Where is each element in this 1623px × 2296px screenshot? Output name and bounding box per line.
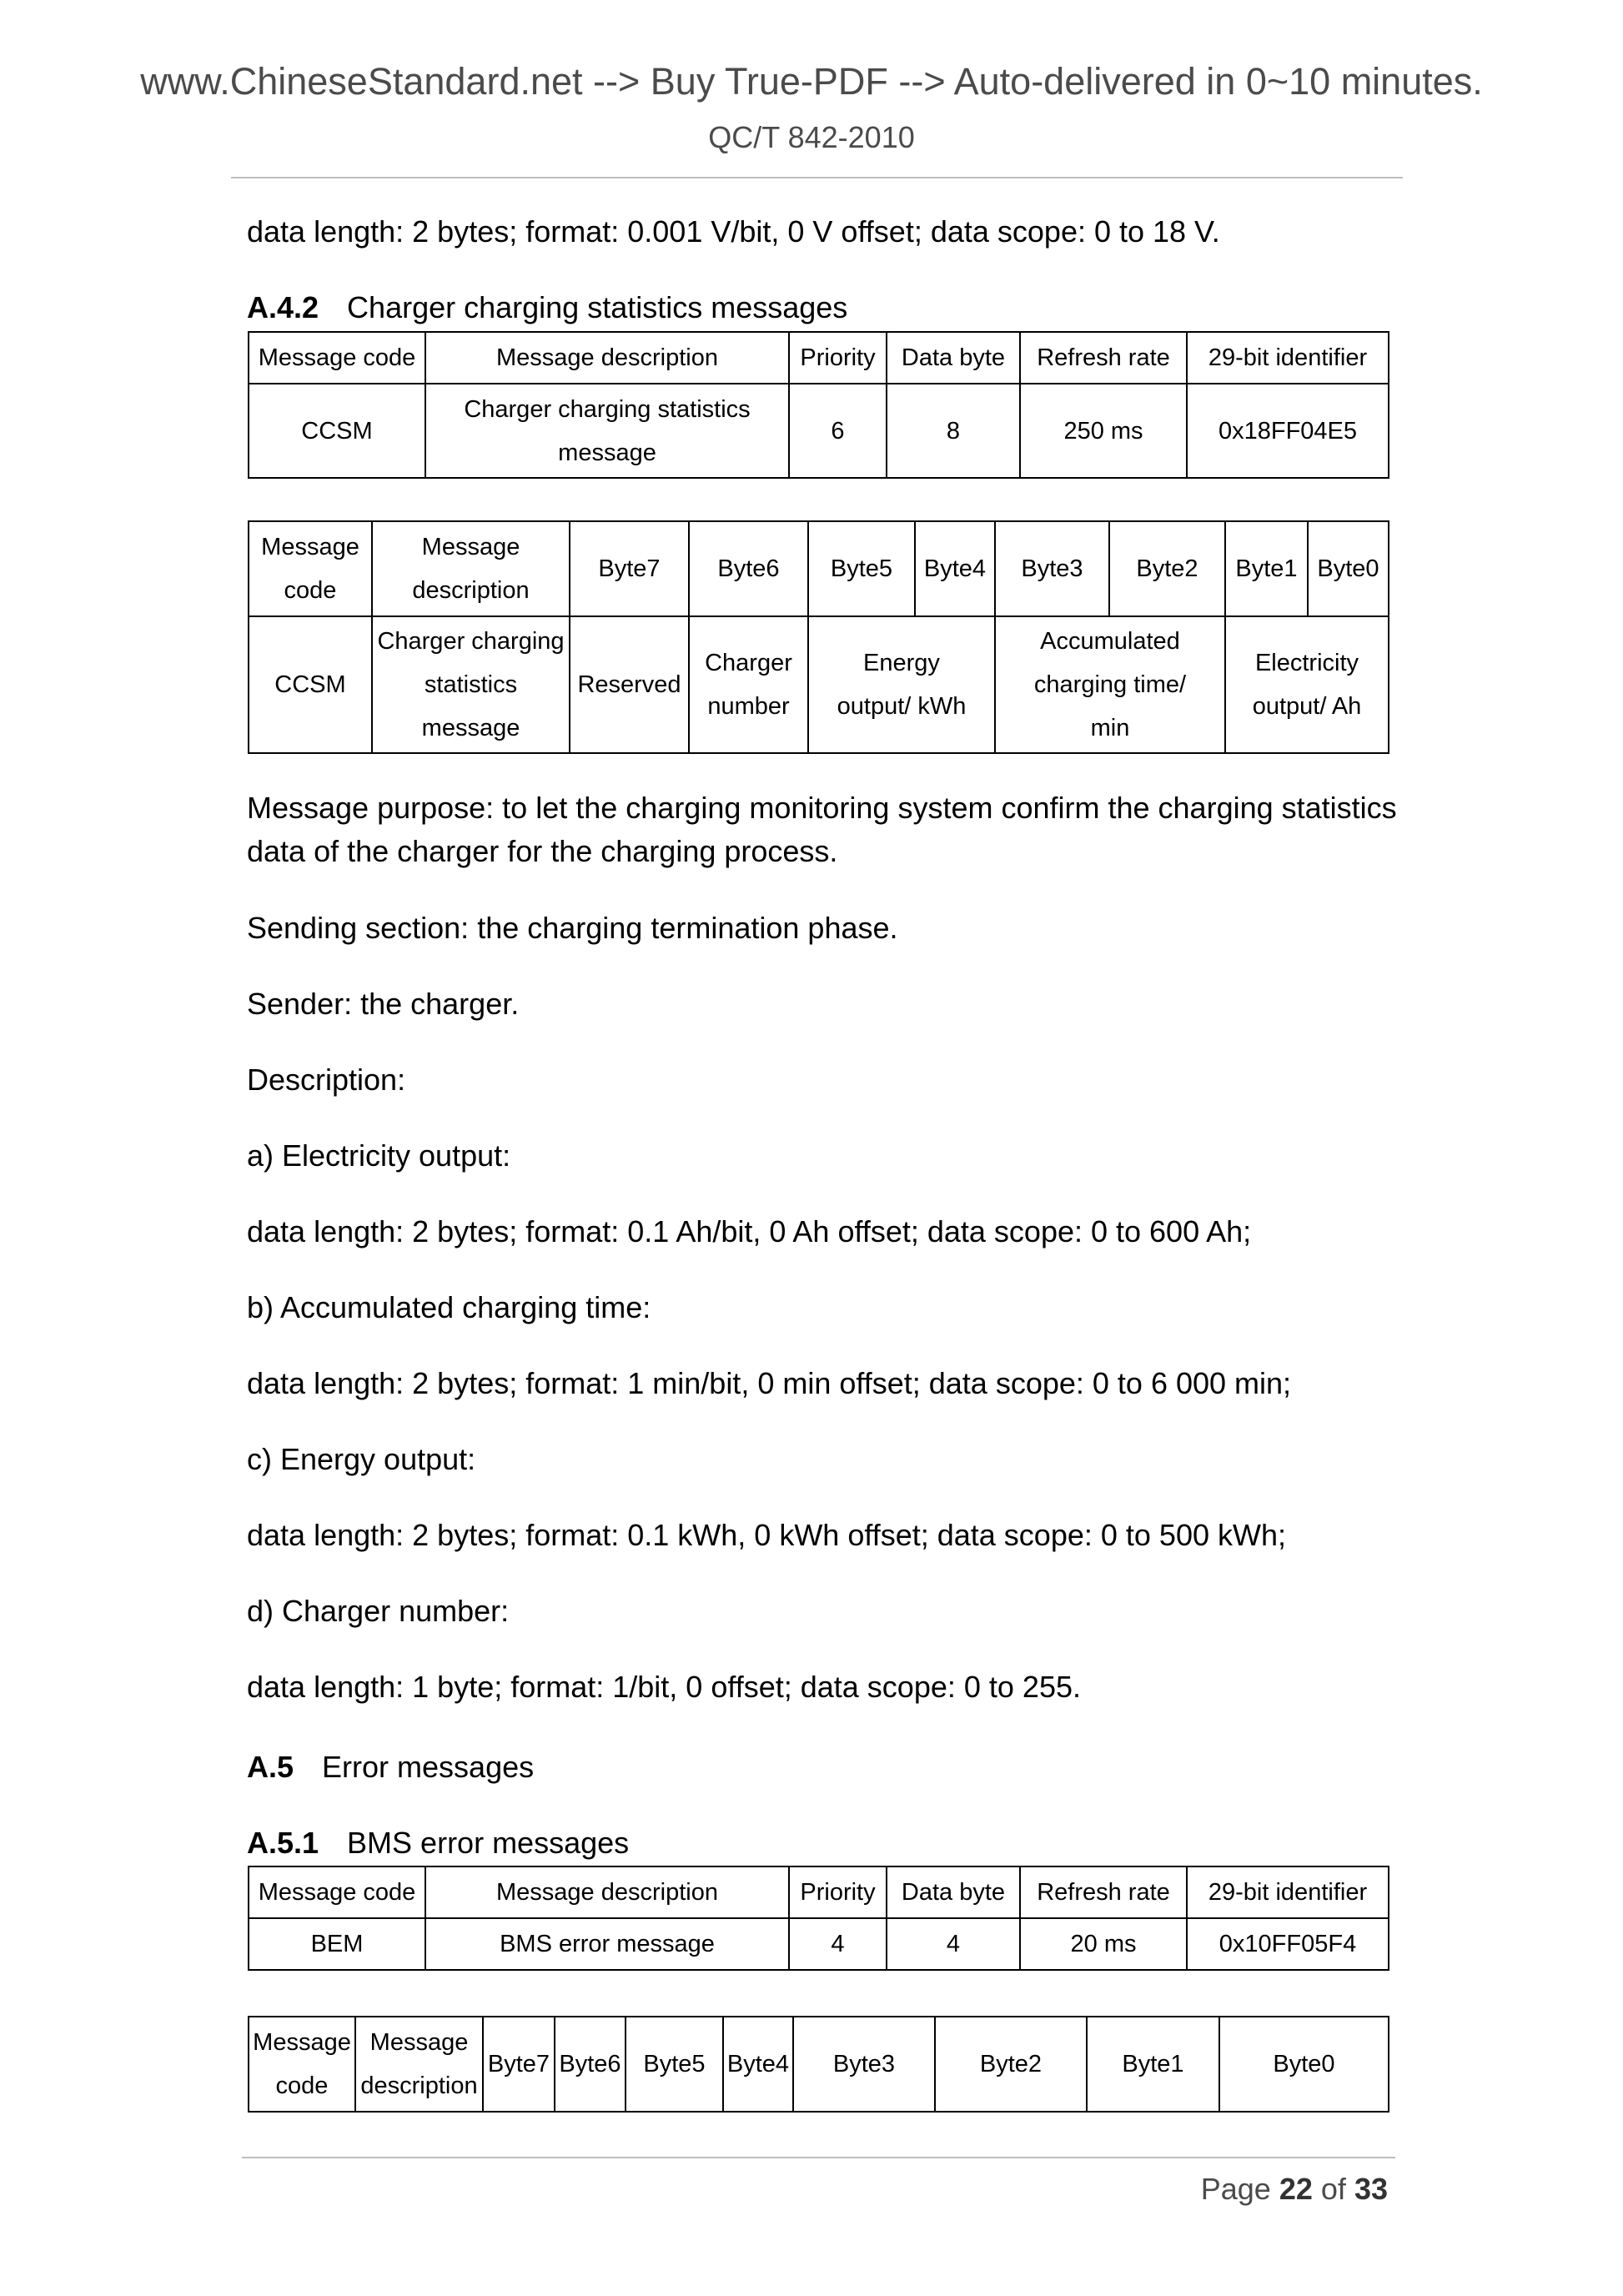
header-cell: Data byte	[887, 332, 1020, 384]
standard-code: QC/T 842-2010	[708, 120, 915, 154]
byte-header: Byte2	[1109, 521, 1225, 616]
byte-header: Byte4	[915, 521, 995, 616]
electricity-output-cell	[1225, 616, 1389, 753]
message-purpose: Message purpose: to let the charging monitoring system confirm the charging statistics data of the charger for the charging process.	[247, 791, 1397, 868]
cell-line: message	[421, 715, 520, 741]
table-header-row	[249, 1866, 1389, 1918]
table-header-row	[249, 332, 1389, 384]
cell-line: output/ kWh	[837, 693, 967, 720]
section-number: A.4.2	[247, 290, 319, 324]
bem-byte-table	[248, 2016, 1389, 2113]
byte-header: Byte7	[570, 521, 689, 616]
header-cell	[249, 2017, 355, 2112]
header-cell: Message description	[425, 332, 789, 384]
description-label: Description:	[247, 1063, 406, 1097]
priority-cell: 4	[789, 1918, 887, 1970]
byte-header: Byte6	[555, 2017, 626, 2112]
header-cell	[372, 521, 570, 616]
cell-line: min	[1090, 715, 1130, 741]
cell-line: Accumulated	[1040, 628, 1180, 655]
byte-header: Byte4	[723, 2017, 793, 2112]
cell-line: code	[275, 2072, 329, 2099]
site-banner: www.ChineseStandard.net --> Buy True-PDF --> Auto-delivered in 0~10 minutes.	[140, 60, 1483, 103]
cell-line: number	[707, 693, 790, 720]
header-cell: Message code	[249, 1866, 425, 1918]
section-heading-a5	[247, 1750, 534, 1785]
header-cell: Refresh rate	[1020, 1866, 1187, 1918]
ccsm-info-table	[248, 331, 1389, 479]
current-page: 22	[1279, 2172, 1313, 2206]
page-prefix: Page	[1200, 2172, 1271, 2206]
charger-number-cell	[689, 616, 808, 753]
section-title: Error messages	[322, 1750, 535, 1784]
cell-line: Charger charging statistics	[464, 395, 751, 423]
table-row	[249, 384, 1389, 478]
byte-header: Byte3	[793, 2017, 935, 2112]
byte-header: Byte0	[1308, 521, 1389, 616]
cell-line: Message	[421, 534, 520, 560]
header-cell: Data byte	[887, 1866, 1020, 1918]
cell-line: Energy	[863, 650, 940, 676]
cell-line: Message	[369, 2029, 469, 2056]
section-heading-a51	[247, 1826, 629, 1861]
section-heading-a42	[247, 290, 847, 325]
message-code-cell: CCSM	[249, 384, 425, 478]
data-byte-cell: 4	[887, 1918, 1020, 1970]
item-d-title: d) Charger number:	[247, 1594, 510, 1628]
cell-line: description	[360, 2072, 478, 2099]
header-cell: Message code	[249, 332, 425, 384]
header-cell: Priority	[789, 332, 887, 384]
message-description-cell	[372, 616, 570, 753]
ccsm-byte-table	[248, 520, 1389, 754]
table-header-row	[249, 2017, 1389, 2112]
intro-line: data length: 2 bytes; format: 0.001 V/bit, 0 V offset; data scope: 0 to 18 V.	[247, 214, 1220, 249]
item-c-title: c) Energy output:	[247, 1442, 476, 1476]
cell-line: Charger charging	[377, 628, 565, 655]
identifier-cell: 0x18FF04E5	[1187, 384, 1389, 478]
byte-header: Byte6	[689, 521, 808, 616]
item-b-title: b) Accumulated charging time:	[247, 1290, 651, 1324]
byte-header: Byte2	[935, 2017, 1087, 2112]
header-cell	[355, 2017, 483, 2112]
section-title: Charger charging statistics messages	[347, 290, 848, 324]
table-header-row	[249, 521, 1389, 616]
total-pages: 33	[1354, 2172, 1388, 2206]
byte-header: Byte0	[1219, 2017, 1389, 2112]
section-number: A.5	[247, 1750, 294, 1784]
cell-line: Electricity	[1254, 650, 1359, 676]
header-cell: Priority	[789, 1866, 887, 1918]
item-b-text: data length: 2 bytes; format: 1 min/bit, 0 min offset; data scope: 0 to 6 000 min;	[247, 1366, 1292, 1400]
cell-line: code	[284, 577, 337, 604]
cell-line: output/ Ah	[1252, 693, 1362, 720]
table-row	[249, 1918, 1389, 1970]
byte-header: Byte7	[483, 2017, 555, 2112]
byte-header: Byte1	[1225, 521, 1308, 616]
cell-line: statistics	[424, 671, 518, 698]
byte-header: Byte5	[626, 2017, 723, 2112]
section-number: A.5.1	[247, 1826, 319, 1860]
identifier-cell: 0x10FF05F4	[1187, 1918, 1389, 1970]
message-code-cell: CCSM	[249, 616, 372, 753]
header-cell: Refresh rate	[1020, 332, 1187, 384]
footer-divider	[242, 2157, 1395, 2158]
item-a-text: data length: 2 bytes; format: 0.1 Ah/bit, 0 Ah offset; data scope: 0 to 600 Ah;	[247, 1214, 1252, 1248]
item-a-title: a) Electricity output:	[247, 1138, 511, 1173]
reserved-cell: Reserved	[570, 616, 689, 753]
data-byte-cell: 8	[887, 384, 1020, 478]
message-code-cell: BEM	[249, 1918, 425, 1970]
section-title: BMS error messages	[347, 1826, 630, 1860]
cell-line: message	[558, 439, 656, 466]
header-cell: 29-bit identifier	[1187, 332, 1389, 384]
header-cell: Message description	[425, 1866, 789, 1918]
bem-info-table	[248, 1866, 1389, 1971]
item-d-text: data length: 1 byte; format: 1/bit, 0 offset; data scope: 0 to 255.	[247, 1670, 1081, 1704]
cell-line: charging time/	[1033, 671, 1187, 698]
byte-header: Byte5	[808, 521, 915, 616]
message-description-cell: BMS error message	[425, 1918, 789, 1970]
refresh-rate-cell: 250 ms	[1020, 384, 1187, 478]
cell-line: Message	[261, 534, 359, 560]
cell-line: Charger	[705, 650, 792, 676]
header-divider	[231, 177, 1403, 178]
item-c-text: data length: 2 bytes; format: 0.1 kWh, 0 kWh offset; data scope: 0 to 500 kWh;	[247, 1518, 1286, 1552]
charging-time-cell	[995, 616, 1225, 753]
byte-header: Byte1	[1087, 2017, 1219, 2112]
cell-line: description	[412, 577, 530, 604]
cell-line: Message	[253, 2029, 351, 2056]
message-description-cell	[425, 384, 789, 478]
refresh-rate-cell: 20 ms	[1020, 1918, 1187, 1970]
energy-output-cell	[808, 616, 995, 753]
page-number	[834, 2172, 1388, 2207]
sender: Sender: the charger.	[247, 987, 520, 1021]
priority-cell: 6	[789, 384, 887, 478]
byte-header: Byte3	[995, 521, 1109, 616]
sending-section: Sending section: the charging termination phase.	[247, 911, 898, 945]
header-cell	[249, 521, 372, 616]
table-row	[249, 616, 1389, 753]
header-cell: 29-bit identifier	[1187, 1866, 1389, 1918]
page-of: of	[1320, 2172, 1346, 2206]
